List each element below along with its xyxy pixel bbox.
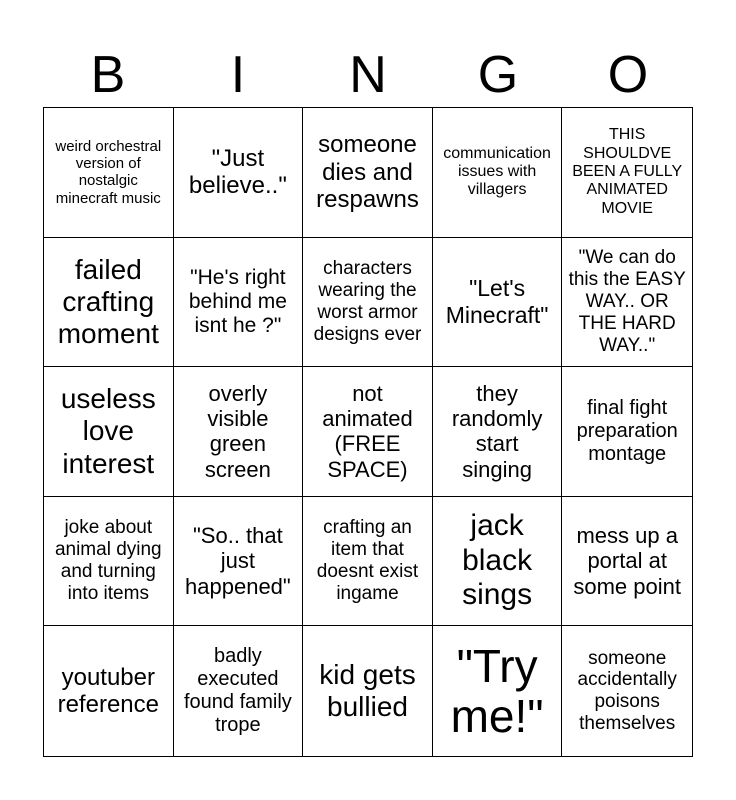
bingo-cell[interactable]: "So.. that just happened" [174, 497, 304, 627]
bingo-cell[interactable]: joke about animal dying and turning into items [44, 497, 174, 627]
bingo-cell[interactable]: not animated (FREE SPACE) [303, 367, 433, 497]
bingo-cell[interactable]: "Let's Minecraft" [433, 238, 563, 368]
bingo-cell[interactable]: jack black sings [433, 497, 563, 627]
header-letter-b: B [90, 46, 126, 104]
bingo-cell[interactable]: final fight preparation montage [562, 367, 692, 497]
bingo-cell[interactable]: crafting an item that doesnt exist ingame [303, 497, 433, 627]
bingo-cell[interactable]: weird orchestral version of nostalgic minecraft music [44, 108, 174, 238]
bingo-cell[interactable]: they randomly start singing [433, 367, 563, 497]
bingo-cell[interactable]: "We can do this the EASY WAY.. OR THE HARD WAY.." [562, 238, 692, 368]
header-letter-g: G [477, 46, 519, 104]
bingo-header [43, 44, 693, 106]
header-letter-o: O [607, 46, 649, 104]
header-letter-n: N [349, 46, 387, 104]
bingo-cell[interactable]: someone dies and respawns [303, 108, 433, 238]
bingo-cell[interactable]: badly executed found family trope [174, 626, 304, 756]
bingo-card [43, 107, 693, 757]
bingo-cell[interactable]: youtuber reference [44, 626, 174, 756]
bingo-cell[interactable]: "Try me!" [433, 626, 563, 756]
bingo-cell[interactable]: kid gets bullied [303, 626, 433, 756]
bingo-cell[interactable]: communication issues with villagers [433, 108, 563, 238]
header-letter-i: I [230, 46, 246, 104]
bingo-cell[interactable]: "Just believe.." [174, 108, 304, 238]
bingo-cell[interactable]: THIS SHOULDVE BEEN A FULLY ANIMATED MOVIE [562, 108, 692, 238]
bingo-cell[interactable]: mess up a portal at some point [562, 497, 692, 627]
bingo-cell[interactable]: "He's right behind me isnt he ?" [174, 238, 304, 368]
bingo-cell[interactable]: overly visible green screen [174, 367, 304, 497]
bingo-cell[interactable]: useless love interest [44, 367, 174, 497]
bingo-cell[interactable]: someone accidentally poisons themselves [577, 647, 677, 735]
bingo-cell[interactable]: characters wearing the worst armor designs ever [303, 238, 433, 368]
bingo-cell[interactable]: failed crafting moment [44, 238, 174, 368]
